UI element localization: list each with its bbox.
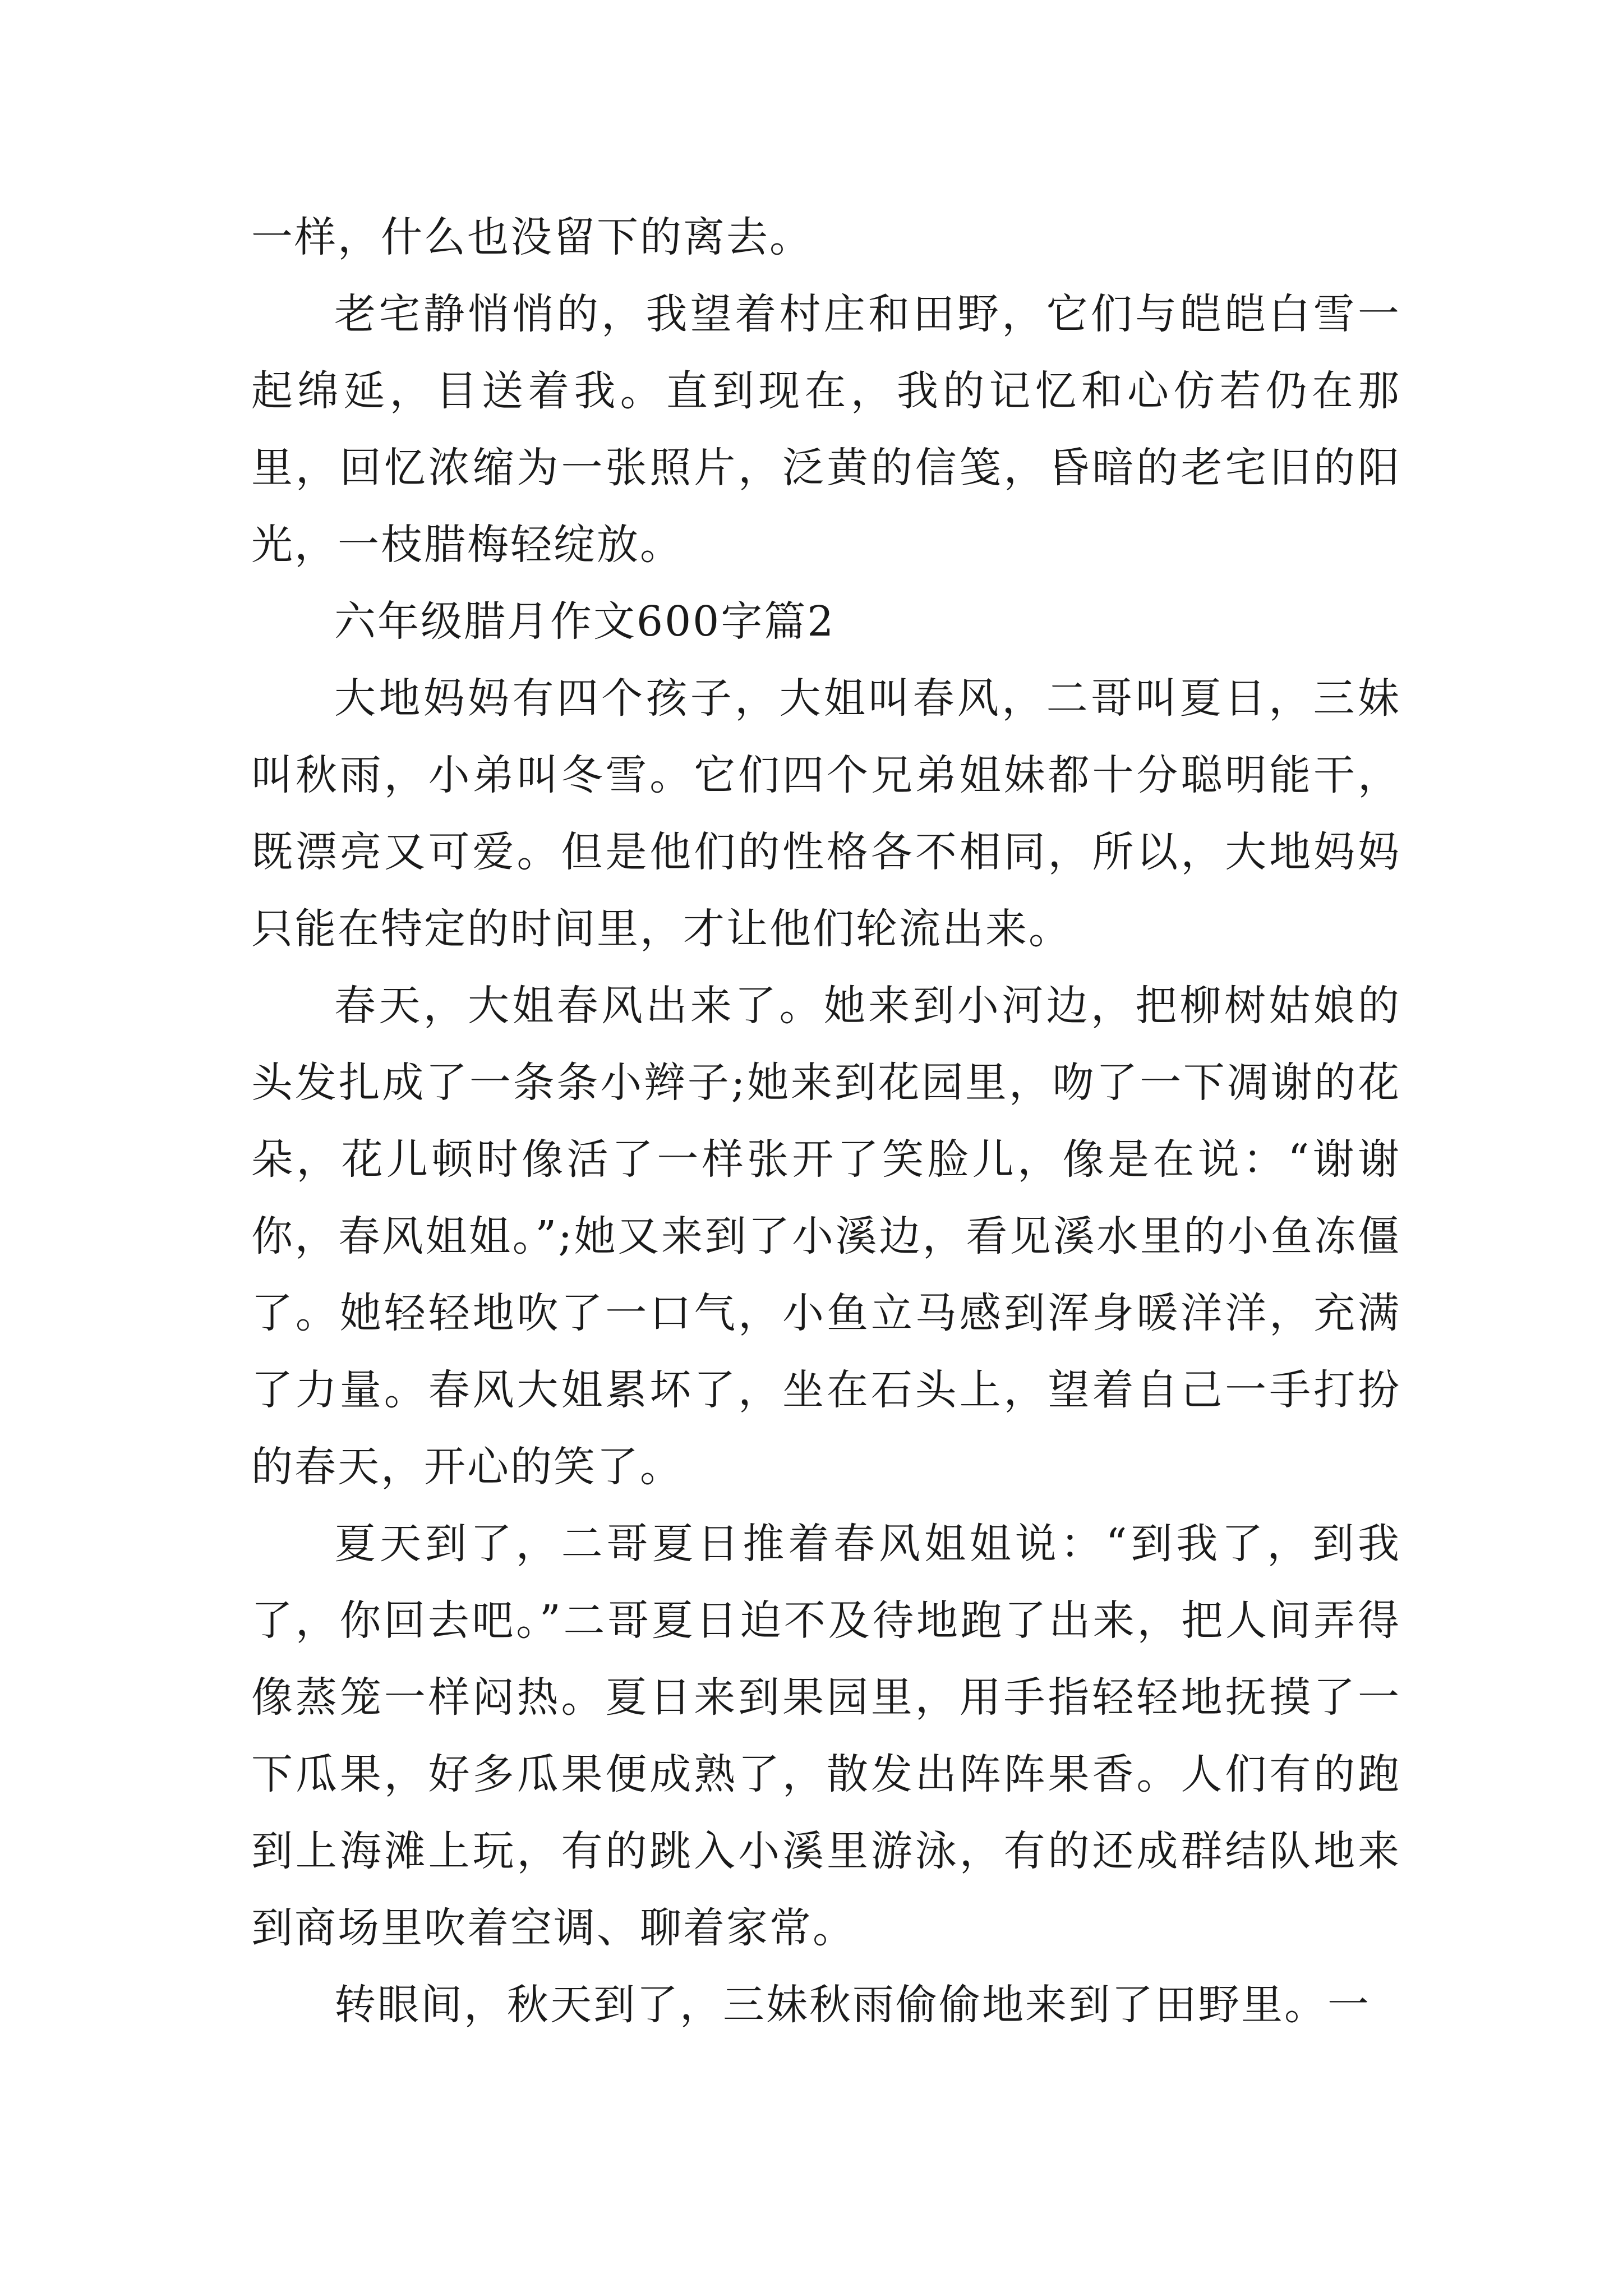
paragraph-summer: 夏天到了，二哥夏日推着春风姐姐说：“到我了，到我了，你回去吧。”二哥夏日迫不及待地跑了出来，把人间弄得像蒸笼一样闷热。夏日来到果园里，用手指轻轻地抚摸了一下瓜果，好多瓜果便成熟了，散发出阵阵果香。人们有的跑到上海滩上玩，有的跳入小溪里游泳，有的还成群结队地来到商场里吹着空调、聊着家常。 — [251, 1520, 1401, 1952]
paragraph-old-house: 老宅静悄悄的，我望着村庄和田野，它们与皑皑白雪一起绵延，目送着我。直到现在，我的记忆和心仿若仍在那里，回忆浓缩为一张照片，泛黄的信笺，昏暗的老宅旧的阳光，一枝腊梅轻绽放。 — [251, 290, 1401, 569]
essay-title: 六年级腊月作文600字篇2 — [334, 597, 836, 646]
paragraph-four-children: 大地妈妈有四个孩子，大姐叫春风，二哥叫夏日，三妹叫秋雨，小弟叫冬雪。它们四个兄弟姐妹都十分聪明能干，既漂亮又可爱。但是他们的性格各不相同，所以，大地妈妈只能在特定的时间里，才让他们轮流出来。 — [251, 674, 1401, 953]
paragraph-autumn: 转眼间，秋天到了，三妹秋雨偷偷地来到了田野里。一 — [334, 1981, 1371, 2029]
paragraph-continuation: 一样，什么也没留下的离去。 — [251, 213, 813, 261]
document-body — [251, 199, 1401, 2044]
paragraph-spring: 春天，大姐春风出来了。她来到小河边，把柳树姑娘的头发扎成了一条条小辫子;她来到花园里，吻了一下凋谢的花朵，花儿顿时像活了一样张开了笑脸儿，像是在说：“谢谢你，春风姐姐。”;她又来到了小溪边，看见溪水里的小鱼冻僵了。她轻轻地吹了一口气，小鱼立马感到浑身暖洋洋，充满了力量。春风大姐累坏了，坐在石头上，望着自己一手打扮的春天，开心的笑了。 — [251, 982, 1401, 1491]
